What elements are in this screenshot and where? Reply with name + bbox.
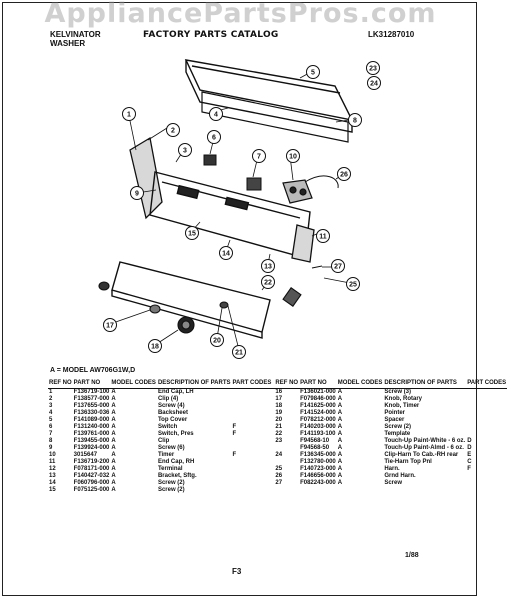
cell-ref-no-right xyxy=(274,445,299,452)
cell-model-code-right: A xyxy=(337,431,343,437)
cell-part-code xyxy=(232,396,273,403)
cell-part-code: F xyxy=(232,424,237,430)
callout-13: 13 xyxy=(264,263,272,271)
callout-23: 23 xyxy=(369,65,377,73)
header-model-codes-right: MODEL CODES xyxy=(337,380,384,389)
parts-table-body xyxy=(48,389,507,495)
timer-drawing xyxy=(283,180,312,203)
callout-26: 26 xyxy=(340,171,348,179)
cell-model-code: A xyxy=(111,445,116,451)
cell-ref-no-right: 17 xyxy=(275,396,283,402)
cell-part-code-right: D xyxy=(467,438,472,444)
cell-part-no-right: F141193-100 xyxy=(300,431,336,437)
cell-part-code-right: F xyxy=(467,466,471,472)
parts-table-header xyxy=(48,380,507,389)
table-row xyxy=(48,438,507,445)
header-ref-no-right: REF NO xyxy=(274,380,299,389)
cell-part-no-right: F082243-000 xyxy=(300,480,336,486)
cell-part-no: F139761-000 xyxy=(73,431,110,437)
cell-ref-no: 2 xyxy=(49,396,53,402)
callout-7: 7 xyxy=(257,153,261,161)
cell-model-code-right: A xyxy=(337,459,343,465)
cell-part-code xyxy=(232,466,273,473)
callout-20: 20 xyxy=(213,337,221,345)
cell-part-no-right: F141524-000 xyxy=(300,410,336,416)
cell-part-no: F075125-000 xyxy=(73,487,110,493)
cell-description: Bracket, Sftg. xyxy=(157,473,197,479)
cell-part-code-right xyxy=(466,487,507,494)
cell-description: Switch, Pres xyxy=(157,431,194,437)
cell-part-no: F136719-200 xyxy=(73,459,110,465)
cell-part-code-right xyxy=(466,410,507,417)
cell-ref-no-right: 18 xyxy=(275,403,283,409)
table-row xyxy=(48,459,507,466)
cell-description: Screw (6) xyxy=(157,445,185,451)
parts-table xyxy=(48,380,507,494)
catalog-title: FACTORY PARTS CATALOG xyxy=(143,30,279,40)
cell-part-no-right: F136345-000 xyxy=(300,452,336,458)
callout-24: 24 xyxy=(370,80,378,88)
cell-part-code-right: D xyxy=(467,445,472,451)
switch-drawing xyxy=(204,155,216,165)
cell-description: Screw (2) xyxy=(157,480,185,486)
cell-model-code-right: A xyxy=(337,403,343,409)
cell-description-right: Pointer xyxy=(384,410,406,416)
cell-description-right: Grnd Harn. xyxy=(384,473,416,479)
cell-model-code: A xyxy=(111,389,116,395)
cell-part-no: F139455-000 xyxy=(73,438,110,444)
brand-name: KELVINATOR xyxy=(50,30,101,39)
table-row xyxy=(48,396,507,403)
header-part-codes-right: PART CODES xyxy=(466,380,507,389)
cell-part-code xyxy=(232,487,273,494)
cell-description: Screw (4) xyxy=(157,403,185,409)
cell-description: Top Cover xyxy=(157,417,188,423)
table-row xyxy=(48,389,507,397)
cell-description-right: Clip-Harn To Cab.-RH rear xyxy=(384,452,459,458)
cell-part-no-right: F136021-000 xyxy=(300,389,336,395)
cell-ref-no-right: 16 xyxy=(275,389,283,395)
cell-model-code-right: A xyxy=(337,417,343,423)
header-part-codes: PART CODES xyxy=(232,380,273,389)
cell-ref-no: 3 xyxy=(49,403,53,409)
callout-11: 11 xyxy=(319,233,327,241)
cell-model-code: A xyxy=(111,452,116,458)
callout-17: 17 xyxy=(106,322,114,330)
callout-6: 6 xyxy=(212,134,216,142)
cell-part-no: F136719-100 xyxy=(73,389,110,395)
model-code: LK31287010 xyxy=(368,30,415,39)
header-description: DESCRIPTION OF PARTS xyxy=(157,380,232,389)
watermark: AppliancePartsPros.com xyxy=(44,0,437,29)
appliance-type: WASHER xyxy=(50,39,86,48)
cell-description-right: Touch-Up Paint-White - 6 oz. xyxy=(384,438,466,444)
callout-22: 22 xyxy=(264,279,272,287)
cell-ref-no-right: 19 xyxy=(275,410,283,416)
callout-5: 5 xyxy=(311,69,315,77)
callout-15: 15 xyxy=(188,230,196,238)
model-note: A = MODEL AW706G1W,D xyxy=(50,367,136,374)
cell-ref-no: 12 xyxy=(49,466,56,472)
cell-description: Screw (2) xyxy=(157,487,185,493)
cell-description-right: Tie-Harn Top Pnl xyxy=(384,459,432,465)
cell-part-code xyxy=(232,473,273,480)
cell-part-no-right: F141625-000 xyxy=(300,403,336,409)
cell-ref-no: 6 xyxy=(49,424,53,430)
cell-ref-no: 15 xyxy=(49,487,56,493)
cell-ref-no: 5 xyxy=(49,417,53,423)
cell-part-no-right: F146656-000 xyxy=(300,473,336,479)
cell-part-code-right xyxy=(466,417,507,424)
header-model-codes: MODEL CODES xyxy=(110,380,157,389)
cell-model-code-right xyxy=(337,487,384,494)
cell-ref-no-right: 27 xyxy=(275,480,283,486)
cell-description-right: Knob, Rotary xyxy=(384,396,423,402)
table-row xyxy=(48,417,507,424)
header-ref-no: REF NO xyxy=(48,380,73,389)
table-row xyxy=(48,466,507,473)
cell-part-no: F139924-000 xyxy=(73,445,110,451)
cell-description-right: Spacer xyxy=(384,417,405,423)
pressure-switch-drawing xyxy=(247,178,261,190)
cell-model-code: A xyxy=(111,459,116,465)
callout-10: 10 xyxy=(289,153,297,161)
cell-model-code: A xyxy=(111,396,116,402)
cell-part-code-right xyxy=(466,480,507,487)
cell-model-code: A xyxy=(111,487,116,493)
callout-1: 1 xyxy=(127,111,131,119)
cell-description-right: Knob, Timer xyxy=(384,403,420,409)
table-row xyxy=(48,452,507,459)
callout-3: 3 xyxy=(183,147,187,155)
cell-ref-no: 14 xyxy=(49,480,56,486)
cell-description-right: Template xyxy=(384,431,411,437)
cell-model-code: A xyxy=(111,410,116,416)
callout-21: 21 xyxy=(235,349,243,357)
cell-ref-no: 8 xyxy=(49,438,53,444)
cell-model-code: A xyxy=(111,466,116,472)
cell-model-code: A xyxy=(111,403,116,409)
cell-part-code-right xyxy=(466,389,507,397)
cell-ref-no-right: 20 xyxy=(275,417,283,423)
callout-18: 18 xyxy=(151,343,159,351)
top-cover-drawing xyxy=(186,60,352,132)
callout-25: 25 xyxy=(349,281,357,289)
cell-part-no-right xyxy=(299,487,337,494)
cell-model-code: A xyxy=(111,473,116,479)
cell-description-right: Screw (3) xyxy=(384,389,412,395)
cell-part-code xyxy=(232,445,273,452)
cell-description: Timer xyxy=(157,452,175,458)
callout-9: 9 xyxy=(135,190,139,198)
cell-ref-no: 1 xyxy=(49,389,53,395)
callout-8: 8 xyxy=(353,117,357,125)
cell-part-no: F140427-032 xyxy=(73,473,110,479)
cell-model-code-right: A xyxy=(337,466,343,472)
cell-ref-no-right: 21 xyxy=(275,424,283,430)
cell-part-code xyxy=(232,417,273,424)
cell-model-code-right: A xyxy=(337,438,343,444)
cell-description: End Cap, LH xyxy=(157,389,194,395)
cell-part-code-right: C xyxy=(467,459,472,465)
cell-ref-no-right: 26 xyxy=(275,473,283,479)
cell-part-code xyxy=(232,403,273,410)
table-row xyxy=(48,410,507,417)
cell-description: Terminal xyxy=(157,466,183,472)
cell-model-code-right: A xyxy=(337,480,343,486)
cell-part-no-right: F079846-000 xyxy=(300,396,336,402)
cell-description: Clip (4) xyxy=(157,396,179,402)
cell-part-no-right: F140723-000 xyxy=(300,466,336,472)
cell-part-no: F060796-000 xyxy=(73,480,110,486)
cell-part-code-right: E xyxy=(467,452,472,458)
cell-model-code-right: A xyxy=(337,445,343,451)
callout-14: 14 xyxy=(222,250,230,258)
cell-model-code: A xyxy=(111,424,116,430)
cell-part-code: F xyxy=(232,431,237,437)
cell-part-code xyxy=(232,410,273,417)
cell-description-right xyxy=(383,487,466,494)
cell-description: Backsheet xyxy=(157,410,188,416)
cell-model-code-right: A xyxy=(337,424,343,430)
cell-part-no: F138577-000 xyxy=(73,396,110,402)
cell-model-code-right: A xyxy=(337,396,343,402)
cell-part-no-right: F94568-10 xyxy=(300,438,330,444)
cell-ref-no-right xyxy=(274,459,299,466)
cell-part-no: F136330-036 xyxy=(73,410,110,416)
cell-part-no-right: F94568-50 xyxy=(300,445,330,451)
table-row xyxy=(48,424,507,431)
cell-part-code xyxy=(232,459,273,466)
cell-part-no-right: F078212-000 xyxy=(300,417,336,423)
header-part-no: PART NO xyxy=(73,380,111,389)
table-row xyxy=(48,487,507,494)
cell-part-code-right xyxy=(466,431,507,438)
cell-description: End Cap, RH xyxy=(157,459,195,465)
cell-part-code-right xyxy=(466,403,507,410)
cell-part-no: F137655-000 xyxy=(73,403,110,409)
cell-part-code xyxy=(232,389,273,397)
cell-part-no-right: F140203-000 xyxy=(300,424,336,430)
date-code: 1/88 xyxy=(405,552,419,559)
cell-ref-no: 11 xyxy=(49,459,56,465)
cell-description-right: Touch-Up Paint-Almd - 6 oz. xyxy=(384,445,464,451)
table-row xyxy=(48,445,507,452)
cell-part-no-right: F132780-000 xyxy=(300,459,336,465)
cell-model-code-right: A xyxy=(337,452,343,458)
cell-description-right: Screw xyxy=(384,480,403,486)
header-description-right: DESCRIPTION OF PARTS xyxy=(383,380,466,389)
cell-part-code xyxy=(232,480,273,487)
cell-ref-no: 13 xyxy=(49,473,56,479)
cell-model-code: A xyxy=(111,431,116,437)
cell-model-code-right: A xyxy=(337,473,343,479)
cell-part-no: F078171-000 xyxy=(73,466,110,472)
table-row xyxy=(48,403,507,410)
cell-part-code xyxy=(232,438,273,445)
cell-ref-no-right xyxy=(274,487,299,494)
callout-27: 27 xyxy=(334,263,342,271)
table-row xyxy=(48,473,507,480)
end-cap-rh-drawing xyxy=(292,225,314,262)
cell-ref-no: 10 xyxy=(49,452,56,458)
cell-model-code-right: A xyxy=(337,410,343,416)
cell-ref-no-right: 25 xyxy=(275,466,283,472)
cell-description-right: Screw (2) xyxy=(384,424,412,430)
cell-model-code: A xyxy=(111,438,116,444)
cell-model-code: A xyxy=(111,480,116,486)
cell-part-no: 3015647 xyxy=(73,452,98,458)
cell-ref-no-right: 22 xyxy=(275,431,283,437)
cell-description: Clip xyxy=(157,438,170,444)
cell-model-code: A xyxy=(111,417,116,423)
cell-ref-no: 4 xyxy=(49,410,53,416)
cell-description-right: Harn. xyxy=(384,466,400,472)
cell-model-code-right: A xyxy=(337,389,343,395)
cell-part-code-right xyxy=(466,396,507,403)
cell-ref-no: 9 xyxy=(49,445,53,451)
callout-4: 4 xyxy=(214,111,218,119)
table-row xyxy=(48,480,507,487)
cell-part-code: F xyxy=(232,452,237,458)
cell-ref-no-right: 23 xyxy=(275,438,283,444)
cell-ref-no-right: 24 xyxy=(275,452,283,458)
cell-part-code-right xyxy=(466,473,507,480)
harness-drawing xyxy=(305,176,338,188)
cell-part-code-right xyxy=(466,424,507,431)
cell-description: Switch xyxy=(157,424,178,430)
cell-part-no: F131240-000 xyxy=(73,424,110,430)
table-row xyxy=(48,431,507,438)
page-number: F3 xyxy=(232,567,242,576)
header-part-no-right: PART NO xyxy=(299,380,337,389)
cell-part-no: F141089-000 xyxy=(73,417,110,423)
callout-2: 2 xyxy=(171,127,175,135)
end-cap-lh-drawing xyxy=(130,138,162,218)
cell-ref-no: 7 xyxy=(49,431,53,437)
